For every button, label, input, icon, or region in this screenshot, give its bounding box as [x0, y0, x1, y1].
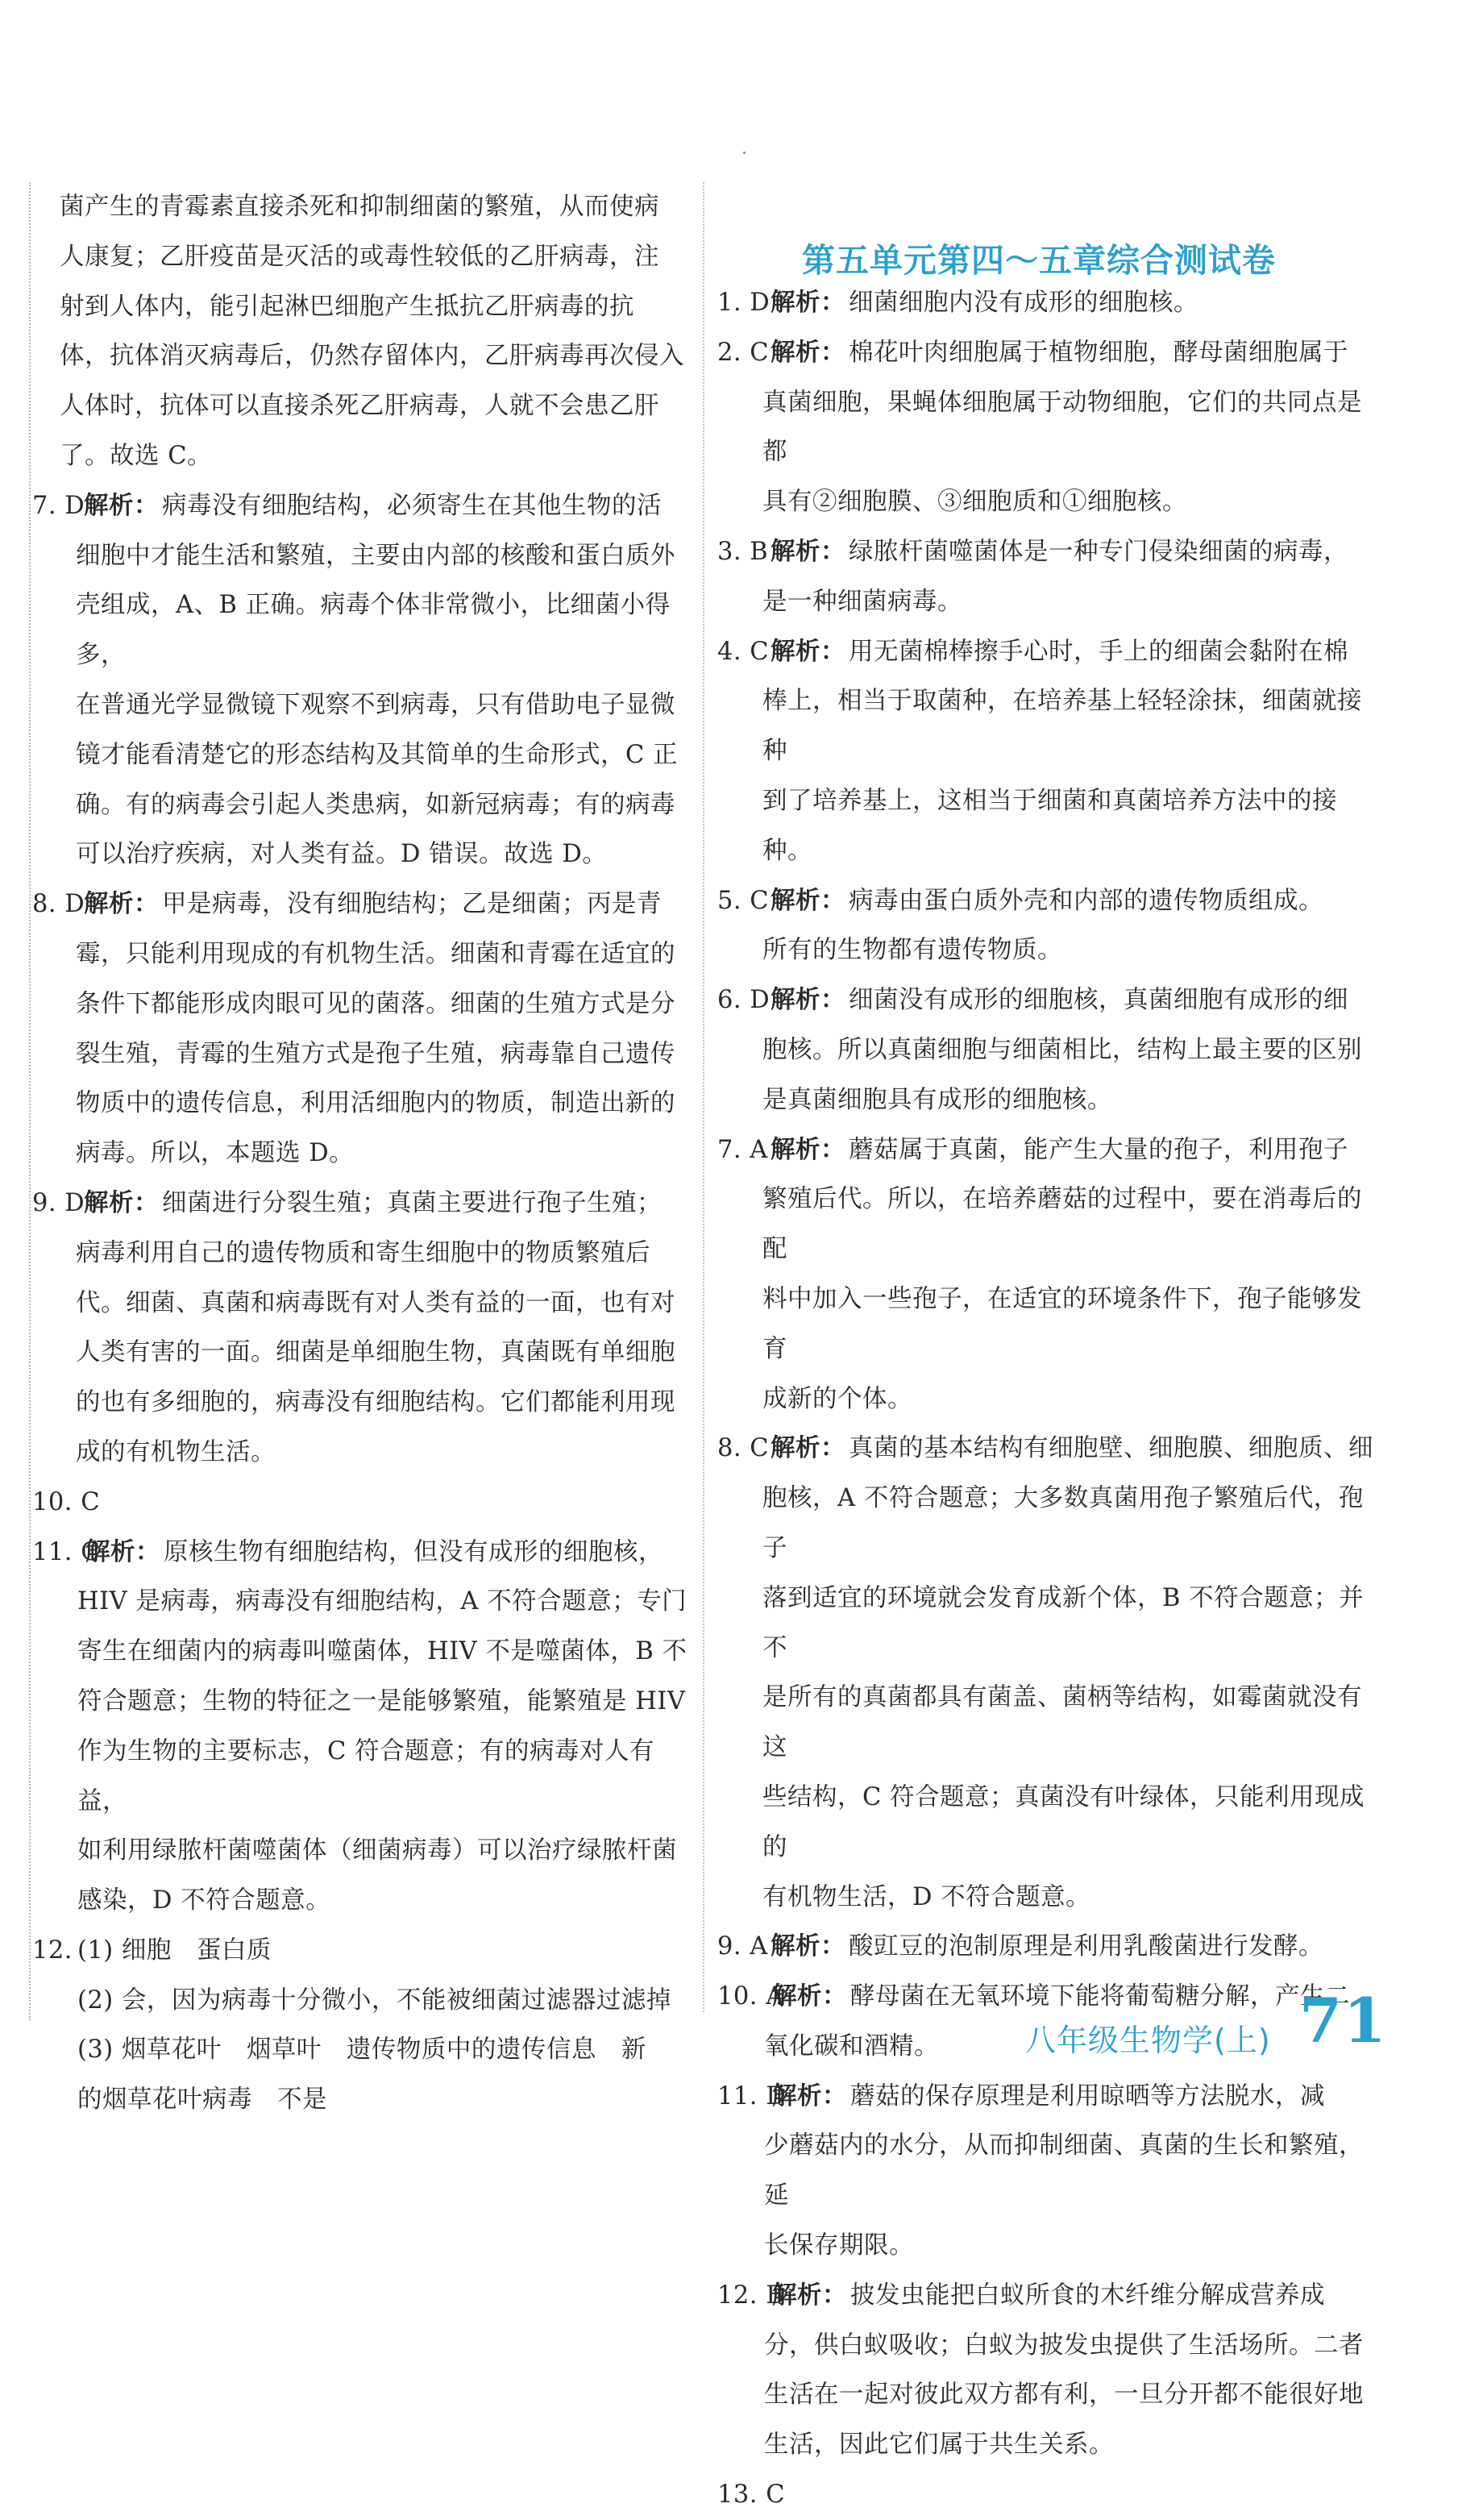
- text-line: 了。故选 C。: [60, 441, 213, 470]
- text-line: (1) 细胞 蛋白质: [77, 1936, 272, 1965]
- text-line: 细菌进行分裂生殖；真菌主要进行孢子生殖；: [162, 1188, 662, 1217]
- text-line: 生活在一起对彼此双方都有利，一旦分开都不能很好地: [764, 2381, 1364, 2410]
- answer-number: 5. C: [717, 886, 770, 915]
- text-line: 人康复；乙肝疫苗是灭活的或毒性较低的乙肝病毒，注: [60, 242, 659, 271]
- text-line: 料中加入一些孢子，在适宜的环境条件下，孢子能够发育: [762, 1284, 1362, 1363]
- text-line: 在普通光学显微镜下观察不到病毒，只有借助电子显微: [76, 690, 675, 719]
- left-intro: [31, 182, 687, 481]
- analysis-label: 解析：: [772, 2281, 847, 2310]
- text-line: 如利用绿脓杆菌噬菌体（细菌病毒）可以治疗绿脓杆菌: [77, 1836, 677, 1865]
- analysis-label: 解析：: [84, 890, 159, 919]
- text-line: 感染，D 不符合题意。: [77, 1886, 331, 1915]
- text-line: 真菌细胞，果蝇体细胞属于动物细胞，它们的共同点是都: [762, 388, 1362, 467]
- text-line: 氧化碳和酒精。: [764, 2031, 939, 2060]
- text-line: 符合题意；生物的特征之一是能够繁殖，能繁殖是 HIV: [77, 1686, 686, 1715]
- answer-item-8r: [717, 1424, 1378, 1922]
- text-line: 原核生物有细胞结构，但没有成形的细胞核，: [164, 1537, 663, 1566]
- text-line: 细菌细胞内没有成形的细胞核。: [849, 289, 1198, 317]
- answer-item-7r: [717, 1125, 1378, 1424]
- text-line: 披发虫能把白蚁所食的木纤维分解成营养成: [850, 2281, 1325, 2310]
- text-line: 细菌没有成形的细胞核，真菌细胞有成形的细: [849, 986, 1348, 1015]
- text-line: 长保存期限。: [764, 2231, 914, 2260]
- answer-number: 2. C: [717, 338, 770, 367]
- answer-item-10: [31, 1478, 687, 1528]
- answer-number: 7. D: [32, 491, 85, 520]
- text-line: 具有②细胞膜、③细胞质和①细胞核。: [762, 488, 1187, 517]
- text-line: 棒上，相当于取菌种，在培养基上轻轻涂抹，细菌就接种: [762, 687, 1362, 766]
- text-line: 代。细菌、真菌和病毒既有对人类有益的一面，也有对: [76, 1288, 675, 1317]
- text-line: 病毒由蛋白质外壳和内部的遗传物质组成。: [849, 886, 1323, 915]
- text-line: 生活，因此它们属于共生关系。: [764, 2431, 1114, 2460]
- answer-number: 8. D: [32, 890, 85, 919]
- answer-item-11r: [717, 2072, 1378, 2271]
- answer-number: 8. C: [717, 1434, 770, 1463]
- answer-item-7: [31, 481, 687, 880]
- section-title: 第五单元第四～五章综合测试卷: [802, 241, 1276, 280]
- text-line: 胞核，A 不符合题意；大多数真菌用孢子繁殖后代，孢子: [762, 1484, 1364, 1562]
- text-line: 所有的生物都有遗传物质。: [762, 936, 1062, 965]
- analysis-label: 解析：: [771, 338, 845, 367]
- answer-item-4: [717, 627, 1378, 876]
- analysis-label: 解析：: [771, 1135, 845, 1164]
- analysis-label: 解析：: [771, 637, 845, 666]
- text-line: 少蘑菇内的水分，从而抑制细菌、真菌的生长和繁殖，延: [764, 2131, 1364, 2210]
- text-line: 有机物生活，D 不符合题意。: [762, 1882, 1091, 1911]
- answer-number: 13. C: [717, 2480, 786, 2510]
- answer-item-5: [717, 876, 1378, 976]
- text-line: 体，抗体消灭病毒后，仍然存留体内，乙肝病毒再次侵入: [60, 342, 684, 371]
- text-line: 落到适宜的环境就会发育成新个体，B 不符合题意；并不: [762, 1583, 1365, 1662]
- analysis-label: 解析：: [84, 491, 159, 520]
- text-line: 病毒没有细胞结构，必须寄生在其他生物的活: [162, 491, 662, 520]
- answer-number: 11. D: [717, 2081, 787, 2110]
- answer-number: 7. A: [717, 1135, 768, 1164]
- answer-item-8: [31, 880, 687, 1179]
- text-line: 细胞中才能生活和繁殖，主要由内部的核酸和蛋白质外: [76, 541, 675, 570]
- analysis-label: 解析：: [771, 986, 845, 1015]
- analysis-label: 解析：: [771, 1932, 845, 1961]
- text-line: 寄生在细菌内的病毒叫噬菌体，HIV 不是噬菌体，B 不: [77, 1637, 687, 1666]
- text-line: 病毒。所以，本题选 D。: [76, 1139, 355, 1168]
- text-line: 繁殖后代。所以，在培养蘑菇的过程中，要在消毒后的配: [762, 1185, 1362, 1264]
- answer-item-12: [31, 1926, 687, 2125]
- analysis-label: 解析：: [771, 537, 845, 566]
- text-line: 菌产生的青霉素直接杀死和抑制细菌的繁殖，从而使病: [60, 193, 659, 221]
- text-line: 病毒利用自己的遗传物质和寄生细胞中的物质繁殖后: [76, 1238, 650, 1267]
- answer-item-11: [31, 1528, 687, 1926]
- text-line: 人类有害的一面。细菌是单细胞生物，真菌既有单细胞: [76, 1338, 675, 1367]
- text-line: 射到人体内，能引起淋巴细胞产生抵抗乙肝病毒的抗: [60, 292, 634, 321]
- text-line: 镜才能看清楚它的形态结构及其简单的生命形式，C 正: [76, 740, 679, 769]
- answer-number: 3. B: [717, 537, 769, 566]
- scan-speck: [743, 152, 746, 154]
- text-line: 棉花叶肉细胞属于植物细胞，酵母菌细胞属于: [849, 338, 1348, 367]
- text-line: 酸豇豆的泡制原理是利用乳酸菌进行发酵。: [849, 1932, 1323, 1961]
- answer-number: 10. A: [717, 1982, 784, 2011]
- text-line: 分，供白蚁吸收；白蚁为披发虫提供了生活场所。二者: [764, 2331, 1364, 2360]
- text-line: 人体时，抗体可以直接杀死乙肝病毒，人就不会患乙肝: [60, 392, 659, 421]
- text-line: 是真菌细胞具有成形的细胞核。: [762, 1085, 1112, 1114]
- answer-number: 9. A: [717, 1932, 768, 1961]
- analysis-label: 解析：: [771, 1434, 845, 1463]
- right-column: [717, 278, 1378, 2520]
- text-line: 成新的个体。: [762, 1384, 912, 1413]
- answer-number: 10. C: [32, 1487, 101, 1516]
- answer-item-9r: [717, 1922, 1378, 1972]
- text-line: 绿脓杆菌噬菌体是一种专门侵染细菌的病毒，: [849, 537, 1348, 566]
- text-line: 裂生殖，青霉的生殖方式是孢子生殖，病毒靠自己遗传: [76, 1039, 675, 1068]
- answer-item-9: [31, 1179, 687, 1478]
- answer-number: 11. C: [32, 1537, 101, 1566]
- text-line: HIV 是病毒，病毒没有细胞结构，A 不符合题意；专门: [77, 1587, 687, 1616]
- footer-subject-label: 八年级生物学(上): [1025, 2023, 1271, 2058]
- text-line: 是一种细菌病毒。: [762, 587, 962, 616]
- text-line: 真菌的基本结构有细胞壁、细胞膜、细胞质、细: [849, 1434, 1373, 1463]
- analysis-label: 解析：: [771, 289, 845, 317]
- analysis-label: 解析：: [772, 2081, 847, 2110]
- left-column: [29, 182, 687, 2115]
- text-line: 的也有多细胞的，病毒没有细胞结构。它们都能利用现: [76, 1388, 675, 1417]
- text-line: 用无菌棉棒擦手心时，手上的细菌会黏附在棉: [849, 637, 1348, 666]
- answer-number: 9. D: [32, 1188, 85, 1217]
- answer-number: 4. C: [717, 637, 770, 666]
- answer-item-13r: [717, 2470, 1378, 2520]
- column-divider: [703, 182, 704, 2012]
- text-line: 条件下都能形成肉眼可见的菌落。细菌的生殖方式是分: [76, 989, 675, 1018]
- answer-number: 1. D: [717, 289, 771, 317]
- text-line: 确。有的病毒会引起人类患病，如新冠病毒；有的病毒: [76, 790, 675, 819]
- text-line: 霉，只能利用现成的有机物生活。细菌和青霉在适宜的: [76, 939, 675, 968]
- answer-number: 12.: [32, 1936, 73, 1965]
- answer-item-12r: [717, 2271, 1378, 2470]
- text-line: 作为生物的主要标志，C 符合题意；有的病毒对人有益，: [77, 1736, 655, 1815]
- text-line: 蘑菇的保存原理是利用晾晒等方法脱水，减: [850, 2081, 1325, 2110]
- text-line: 可以治疗疾病，对人类有益。D 错误。故选 D。: [76, 840, 608, 869]
- text-line: 壳组成，A、B 正确。病毒个体非常微小，比细菌小得多，: [76, 591, 671, 670]
- answer-number: 6. D: [717, 986, 771, 1015]
- answer-item-6: [717, 975, 1378, 1125]
- analysis-label: 解析：: [772, 1982, 847, 2011]
- analysis-label: 解析：: [84, 1188, 159, 1217]
- text-line: 成的有机物生活。: [76, 1437, 276, 1466]
- answer-item-1: [717, 278, 1378, 328]
- text-line: 些结构，C 符合题意；真菌没有叶绿体，只能利用现成的: [762, 1782, 1365, 1861]
- page-number: 71: [1299, 1985, 1388, 2056]
- analysis-label: 解析：: [771, 886, 845, 915]
- text-line: 甲是病毒，没有细胞结构；乙是细菌；丙是青: [162, 890, 662, 919]
- text-line: (2) 会，因为病毒十分微小，不能被细菌过滤器过滤掉: [77, 1986, 671, 2015]
- answer-item-3: [717, 527, 1378, 627]
- text-line: 酵母菌在无氧环境下能将葡萄糖分解，产生二: [850, 1982, 1350, 2011]
- text-line: 物质中的遗传信息，利用活细胞内的物质，制造出新的: [76, 1089, 675, 1118]
- text-line: 胞核。所以真菌细胞与细菌相比，结构上最主要的区别: [762, 1035, 1362, 1064]
- answer-item-2: [717, 328, 1378, 527]
- text-line: 是所有的真菌都具有菌盖、菌柄等结构，如霉菌就没有这: [762, 1683, 1362, 1762]
- text-line: 到了培养基上，这相当于细菌和真菌培养方法中的接种。: [762, 786, 1337, 865]
- text-line: 的烟草花叶病毒 不是: [77, 2085, 327, 2115]
- analysis-label: 解析：: [85, 1537, 160, 1566]
- text-line: (3) 烟草花叶 烟草叶 遗传物质中的遗传信息 新: [77, 2036, 646, 2065]
- text-line: 蘑菇属于真菌，能产生大量的孢子，利用孢子: [849, 1135, 1348, 1164]
- answer-number: 12. B: [717, 2281, 785, 2310]
